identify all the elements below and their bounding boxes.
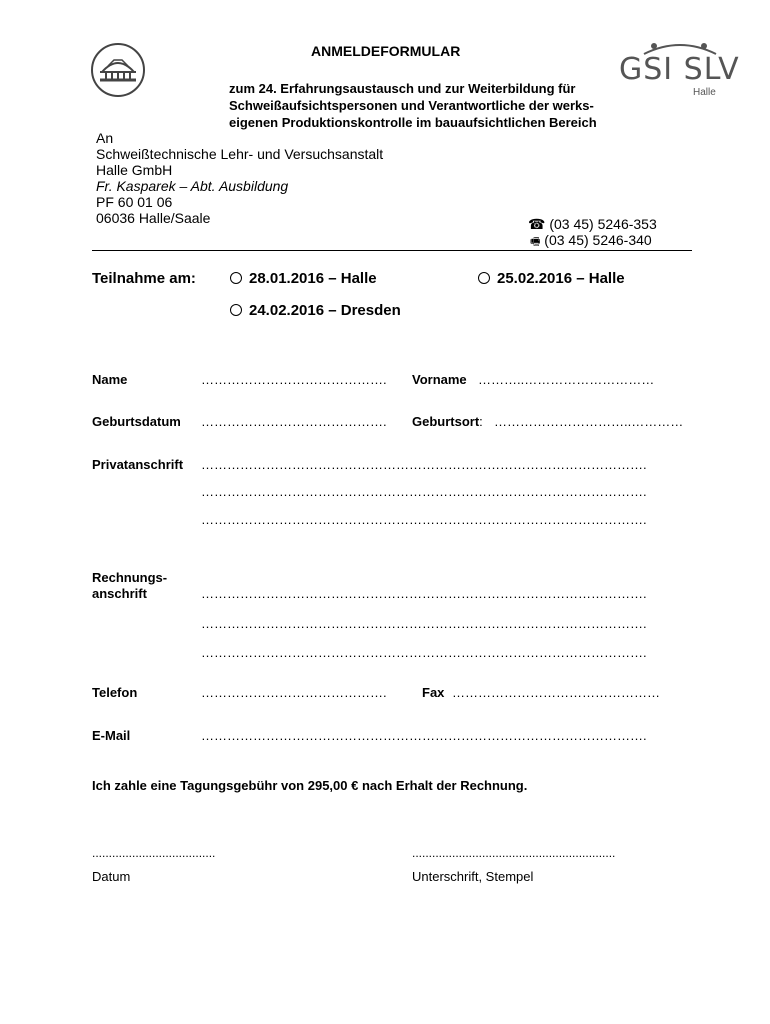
phone-number: (03 45) 5246-353 [549, 216, 657, 232]
participation-label: Teilnahme am: [92, 270, 196, 287]
logo-sub: Halle [693, 87, 716, 98]
phone-row [528, 216, 657, 233]
fax-number: (03 45) 5246-340 [544, 232, 652, 248]
privatanschrift-field-3[interactable]: …………………………………………………………………………………………. [201, 512, 647, 527]
email-field[interactable]: …………………………………………………………………………………………. [201, 728, 647, 743]
privatanschrift-field-2[interactable]: …………………………………………………………………………………………. [201, 484, 647, 499]
address-block [96, 130, 383, 226]
geburtsort-label: Geburtsort: [412, 414, 483, 429]
fax-row [530, 232, 652, 252]
subtitle-line: eigenen Produktionskontrolle im bauaufsichtlichen Bereich [229, 115, 597, 130]
slv-round-logo [90, 42, 146, 98]
address-line: Fr. Kasparek – Abt. Ausbildung [96, 178, 289, 194]
fee-text: Ich zahle eine Tagungsgebühr von 295,00 € nach Erhalt der Rechnung. [92, 778, 528, 793]
privatanschrift-field-1[interactable]: …………………………………………………………………………………………. [201, 457, 647, 472]
rechnungsanschrift-label: Rechnungs- anschrift [92, 570, 168, 601]
privatanschrift-label: Privatanschrift [92, 457, 184, 472]
phone-icon: ☎ [528, 216, 546, 232]
vorname-label: Vorname [412, 372, 467, 387]
fax-label: Fax [422, 685, 445, 700]
option-25-02-halle[interactable]: 25.02.2016 – Halle [478, 270, 625, 287]
subtitle [229, 80, 597, 131]
signature-label: Unterschrift, Stempel [412, 869, 534, 884]
radio-circle-icon[interactable] [230, 304, 242, 316]
telefon-label: Telefon [92, 685, 138, 700]
radio-circle-icon[interactable] [478, 272, 490, 284]
subtitle-line: zum 24. Erfahrungsaustausch und zur Weiterbildung für [229, 81, 576, 96]
fax-field[interactable]: ………………………………………… [452, 685, 660, 700]
geburtsort-field[interactable]: …………………………..………… [494, 414, 684, 429]
signature-line[interactable]: ............................................................. [412, 846, 616, 860]
option-28-01-halle[interactable]: 28.01.2016 – Halle [230, 270, 377, 287]
rechnungsanschrift-field-2[interactable]: …………………………………………………………………………………………. [201, 616, 647, 631]
vorname-field[interactable]: ………..………………………… [478, 372, 655, 387]
rechnungsanschrift-field-1[interactable]: …………………………………………………………………………………………. [201, 586, 647, 601]
address-line: PF 60 01 06 [96, 194, 173, 210]
geburtsdatum-field[interactable]: ……………………………………. [201, 414, 387, 429]
rechnungsanschrift-field-3[interactable]: …………………………………………………………………………………………. [201, 645, 647, 660]
address-line: Halle GmbH [96, 162, 173, 178]
date-label: Datum [92, 869, 131, 884]
name-label: Name [92, 372, 128, 387]
telefon-field[interactable]: ……………………………………. [201, 685, 387, 700]
date-line[interactable]: ..................................... [92, 846, 216, 860]
address-line: Schweißtechnische Lehr- und Versuchsanstalt [96, 146, 384, 162]
page-title: ANMELDEFORMULAR [311, 43, 461, 59]
logo-text: GSI SLV [619, 52, 740, 87]
option-24-02-dresden[interactable]: 24.02.2016 – Dresden [230, 302, 401, 319]
subtitle-line: Schweißaufsichtspersonen und Verantwortliche der werks- [229, 98, 594, 113]
address-line: 06036 Halle/Saale [96, 210, 211, 226]
email-label: E-Mail [92, 728, 131, 743]
geburtsdatum-label: Geburtsdatum [92, 414, 181, 429]
name-field[interactable]: ……………………………………. [201, 372, 387, 387]
fax-icon: 🖷 [530, 236, 541, 248]
address-line: An [96, 130, 114, 146]
divider [92, 250, 692, 251]
radio-circle-icon[interactable] [230, 272, 242, 284]
